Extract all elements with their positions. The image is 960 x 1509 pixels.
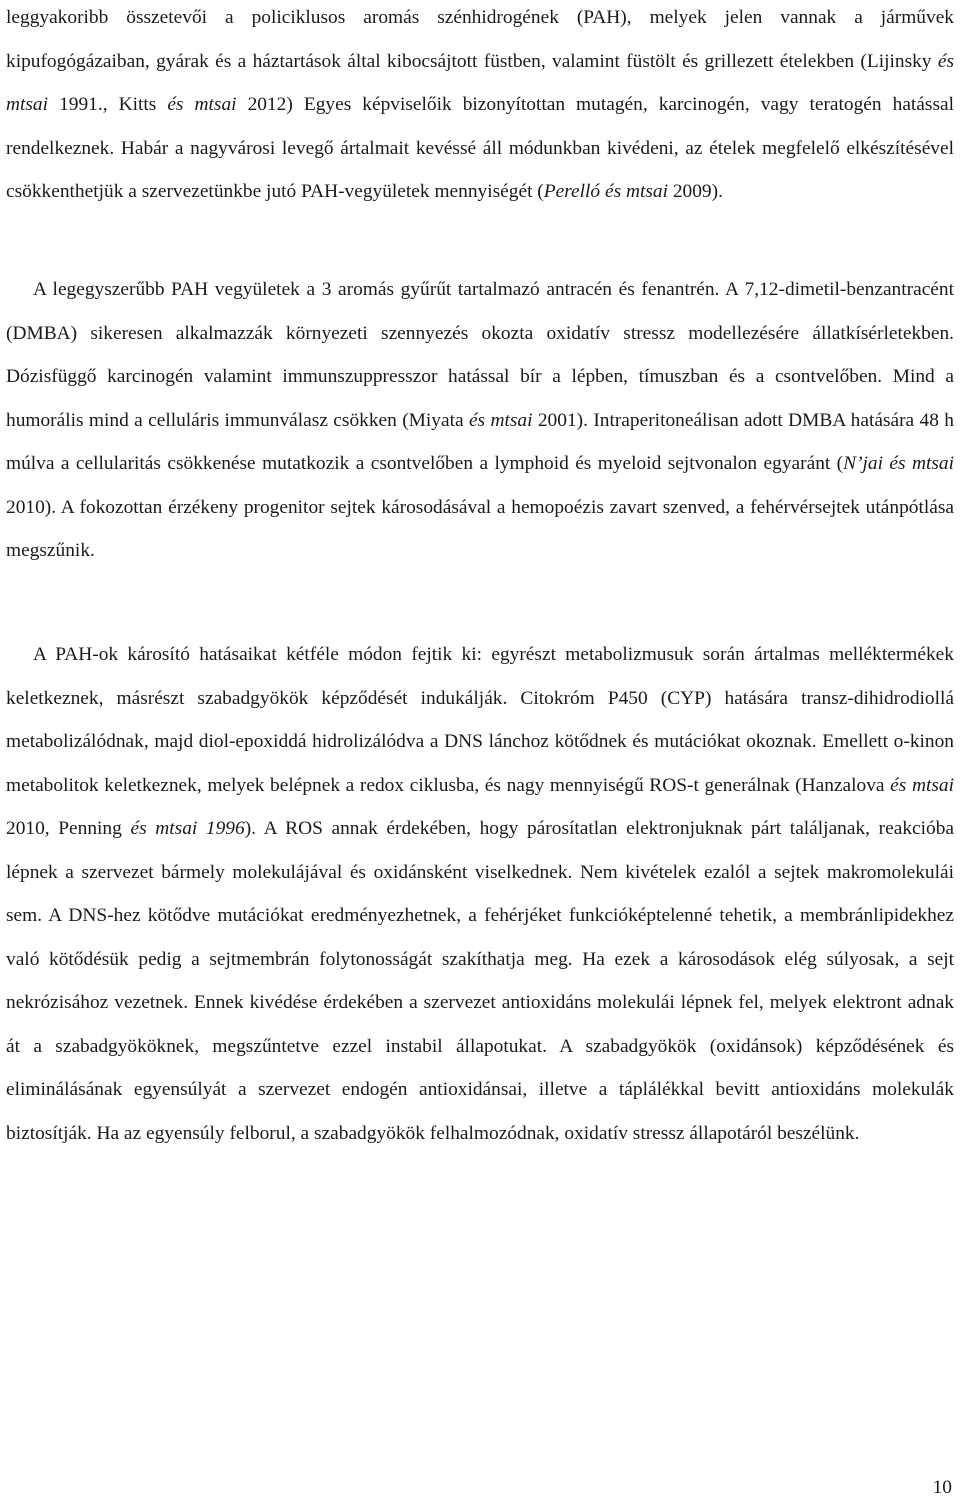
paragraph-text: A legegyszerűbb PAH vegyületek a 3 aromás gyűrűt tartalmazó antracén és fenantrén. A 7,12-dimetil-benzantracént (DMBA) sikeresen alkalmazzák környezeti szennyezés okozta oxidatív stressz modellezésére állatkísérletekben. Dózisfüggő karcinogén valamint immunszuppresszor hatással bír a lépben, tímuszban és a csontvelőben. Mind a humorális mind a celluláris immunválasz csökken (Miyata: [6, 279, 954, 431]
citation-authors: és mtsai: [468, 409, 533, 431]
page-number: 10: [932, 1477, 952, 1498]
paragraph-text: ). A ROS annak érdekében, hogy párosítatlan elektronjuknak párt találjanak, reakcióba lépnek a szervezet bármely molekulájával és oxidánsként viselkednek. Nem kivételek ezalól a sejtek makromolekulái sem. A DNS-hez kötődve mutációkat eredményezhetnek, a fehérjéket funkcióképtelenné tehetik, a membránlipidekhez való kötődésük pedig a sejtmembrán folytonosságát szakíthatja meg. Ha ezek a károsodások elég súlyosak, a sejt nekrózisához vezetnek. Ennek kivédése érdekében a szervezet antioxidáns molekulái lépnek fel, melyek elektront adnak át a szabadgyököknek, megszűntetve ezzel instabil állapotukat. A szabadgyökök (oxidánsok) képződésének és eliminálásának egyensúlyát a szervezet endogén antioxidánsai, illetve a táplálékkal bevitt antioxidáns molekulák biztosítják. Ha az egyensúly felborul, a szabadgyökök felhalmozódnak, oxidatív stressz állapotáról beszélünk.: [6, 818, 955, 1144]
paragraph-text: 2001). Intraperitoneálisan adott DMBA hatására 48 h múlva a cellularitás csökkenése mutatkozik a csontvelőben a lymphoid és myeloid sejtvonalon egyaránt (: [6, 409, 954, 474]
citation-authors: és mtsai: [167, 94, 237, 115]
citation-authors: N’jai és mtsai: [843, 453, 955, 474]
paragraph-3: [6, 633, 954, 1155]
paragraph-text: A PAH-ok károsító hatásaikat kétféle módon fejtik ki: egyrészt metabolizmusuk során ártalmas melléktermékek keletkeznek, másrészt szabadgyökök képződését indukálják. Citokróm P450 (CYP) hatására transz-dihidrodiollá metabolizálódnak, majd diol-epoxiddá hidrolizálódva a DNS lánchoz kötődnek és mutációkat okoznak. Emellett o-kinon metabolitok keletkeznek, melyek belépnek a redox ciklusba, és nagy mennyiségű ROS-t generálnak (Hanzalova: [6, 644, 954, 796]
citation-authors: Perelló és mtsai: [543, 181, 668, 202]
paragraph-text: 2010). A fokozottan érzékeny progenitor sejtek károsodásával a hemopoézis zavart szenved, a fehérvérsejtek utánpótlása megszűnik.: [6, 496, 954, 561]
paragraph-text: 2010, Penning: [6, 818, 131, 839]
paragraph-text: 1991., Kitts: [48, 94, 168, 115]
paragraph-text: 2012) Egyes képviselőik bizonyítottan mutagén, karcinogén, vagy teratogén hatással rendelkeznek. Habár a nagyvárosi levegő ártalmait kevéssé áll módunkban kivédeni, az ételek megfelelő elkészítésével csökkenthetjük a szervezetünkbe jutó PAH-vegyületek mennyiségét (: [6, 94, 955, 202]
paragraph-1: [6, 0, 954, 214]
paragraph-2: [6, 268, 954, 573]
citation-authors: és mtsai: [6, 50, 954, 115]
citation-authors: és mtsai: [890, 774, 954, 796]
paragraph-text: 2009).: [668, 181, 723, 202]
citation-authors: és mtsai 1996: [130, 818, 245, 839]
paragraph-text: leggyakoribb összetevői a policiklusos aromás szénhidrogének (PAH), melyek jelen vannak a járművek kipufogógázaiban, gyárak és a háztartások által kibocsájtott füstben, valamint füstölt és grillezett ételekben (Lijinsky: [6, 7, 954, 72]
